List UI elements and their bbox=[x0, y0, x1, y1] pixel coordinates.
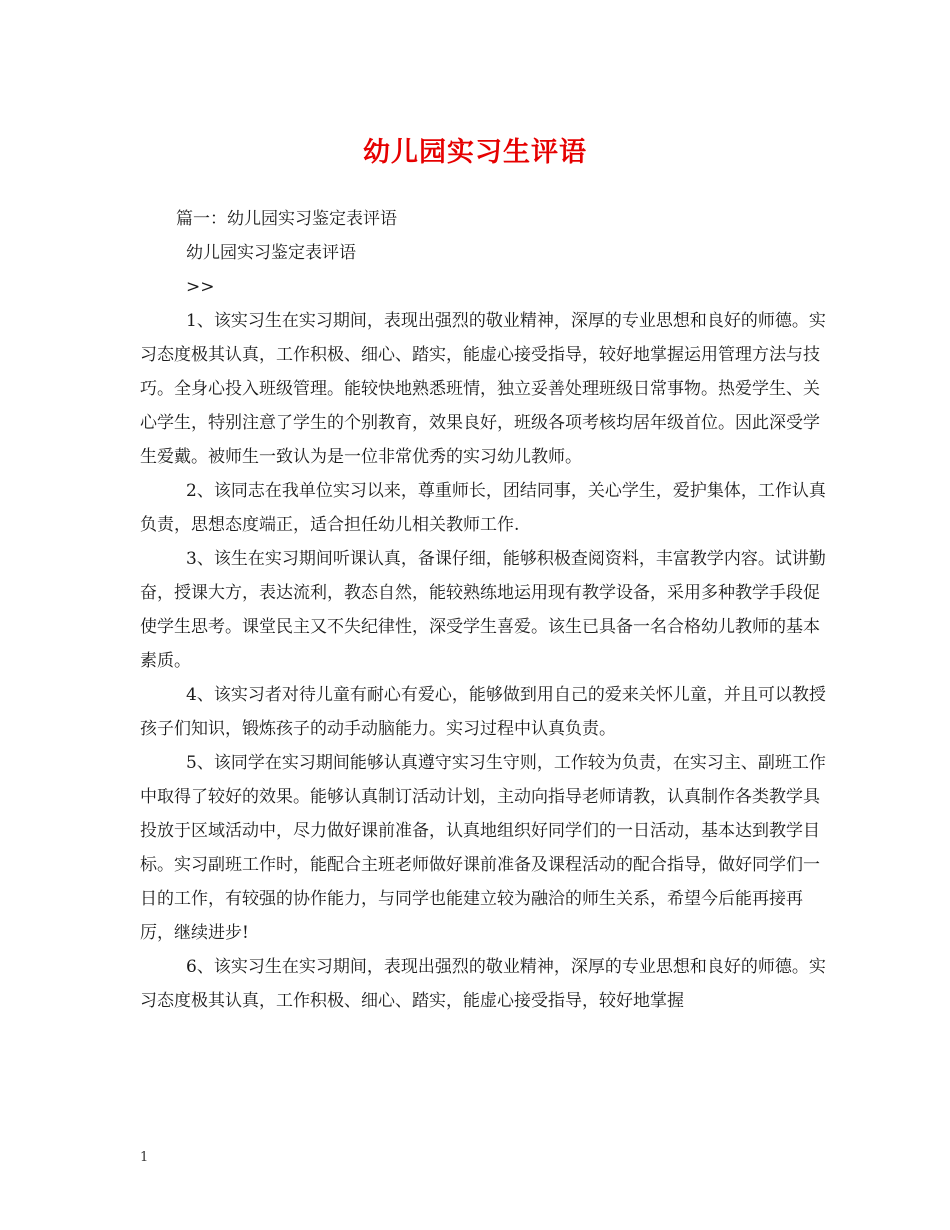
paragraph-6: 6、该实习生在实习期间，表现出强烈的敬业精神，深厚的专业思想和良好的师德。实习态度极其认真，工作积极、细心、踏实，能虚心接受指导，较好地掌握 bbox=[140, 957, 826, 1011]
subsection-heading: 幼儿园实习鉴定表评语 bbox=[186, 243, 356, 263]
document-body bbox=[140, 202, 830, 1018]
paragraph-3: 3、该生在实习期间听课认真，备课仔细，能够积极查阅资料，丰富教学内容。试讲勤奋，授课大方，表达流利，教态自然，能较熟练地运用现有教学设备，采用多种教学手段促使学生思考。课堂民主又不失纪律性，深受学生喜爱。该生已具备一名合格幼儿教师的基本素质。 bbox=[140, 549, 826, 671]
paragraph-4: 4、该实习者对待儿童有耐心有爱心，能够做到用自己的爱来关怀儿童，并且可以教授孩子们知识，锻炼孩子的动手动脑能力。实习过程中认真负责。 bbox=[140, 685, 826, 739]
paragraph-5: 5、该同学在实习期间能够认真遵守实习生守则，工作较为负责，在实习主、副班工作中取得了较好的效果。能够认真制订活动计划，主动向指导老师请教，认真制作各类教学具投放于区域活动中，尽力做好课前准备，认真地组织好同学们的一日活动，基本达到教学目标。实习副班工作时，能配合主班老师做好课前准备及课程活动的配合指导，做好同学们一日的工作，有较强的协作能力，与同学也能建立较为融洽的师生关系，希望今后能再接再厉，继续进步! bbox=[140, 753, 826, 943]
page-number: 1 bbox=[140, 1150, 149, 1165]
section-heading: 篇一：幼儿园实习鉴定表评语 bbox=[176, 209, 397, 229]
paragraph-1: 1、该实习生在实习期间，表现出强烈的敬业精神，深厚的专业思想和良好的师德。实习态度极其认真，工作积极、细心、踏实，能虚心接受指导，较好地掌握运用管理方法与技巧。全身心投入班级管理。能较快地熟悉班情，独立妥善处理班级日常事物。热爱学生、关心学生，特别注意了学生的个别教育，效果良好，班级各项考核均居年级首位。因此深受学生爱戴。被师生一致认为是一位非常优秀的实习幼儿教师。 bbox=[140, 311, 826, 467]
document-title: 幼儿园实习生评语 bbox=[363, 137, 587, 168]
continuation-marker: >> bbox=[186, 277, 215, 297]
paragraph-2: 2、该同志在我单位实习以来，尊重师长，团结同事，关心学生，爱护集体，工作认真负责，思想态度端正，适合担任幼儿相关教师工作. bbox=[140, 481, 826, 535]
